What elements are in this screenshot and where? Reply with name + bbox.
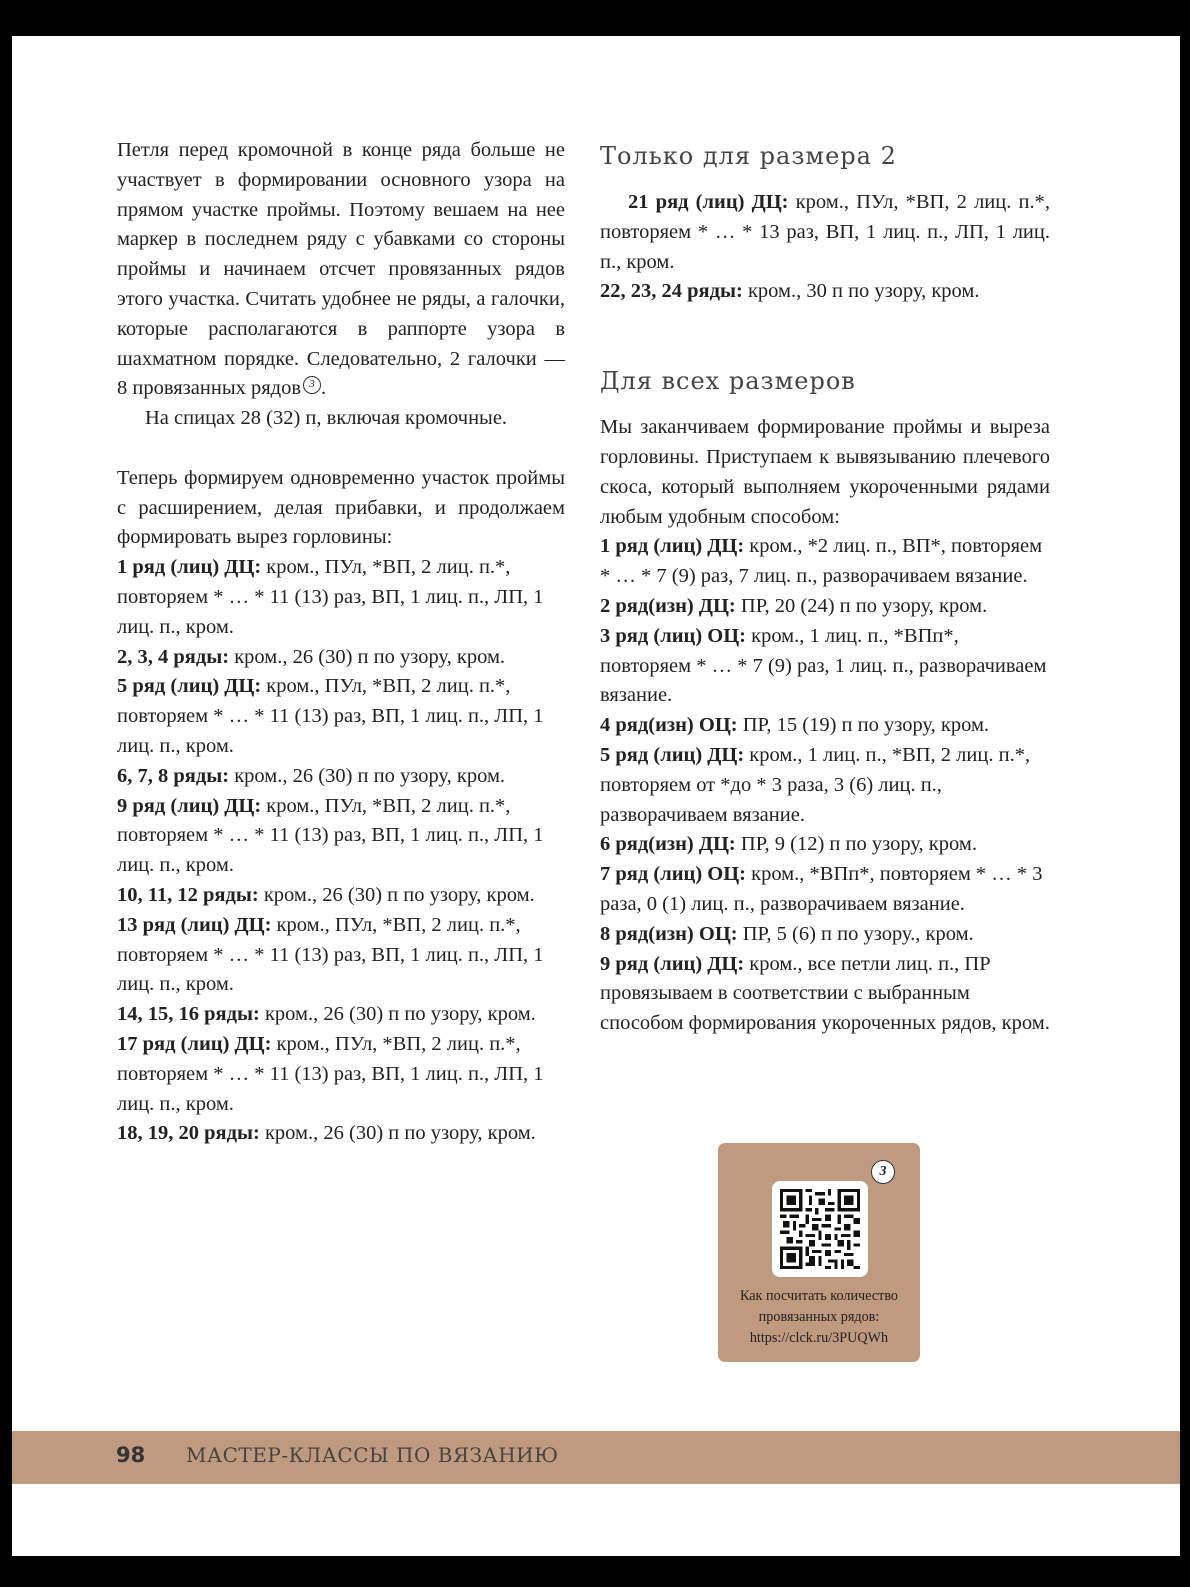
row-instruction: 4 ряд(изн) ОЦ: ПР, 15 (19) п по узору, кром.	[600, 714, 990, 737]
row-instruction: 8 ряд(изн) ОЦ: ПР, 5 (6) п по узору., кром.	[600, 922, 974, 945]
footnote-ref-badge: 3	[303, 376, 321, 394]
row-instruction: 1 ряд (лиц) ДЦ: кром., *2 лиц. п., ВП*, повторяем * … * 7 (9) раз, 7 лиц. п., разворачиваем вязание.	[600, 535, 1043, 588]
qr-caption	[724, 1286, 914, 1349]
instruction-paragraph: Теперь формируем одновременно участок проймы с расширением, делая прибавки, и продолжаем формировать вырез горловины:	[117, 466, 565, 549]
qr-code-icon[interactable]	[772, 1181, 868, 1277]
footer-band	[12, 1431, 1180, 1484]
row-instruction: 5 ряд (лиц) ДЦ: кром., ПУл, *ВП, 2 лиц. п.*, повторяем * … * 11 (13) раз, ВП, 1 лиц. п., ЛП, 1 лиц. п., кром.	[117, 675, 544, 757]
qr-link[interactable]: https://clck.ru/3PUQWh	[749, 1330, 889, 1346]
row-instruction: 14, 15, 16 ряды: кром., 26 (30) п по узору, кром.	[117, 1003, 536, 1026]
row-instruction: 9 ряд (лиц) ДЦ: кром., ПУл, *ВП, 2 лиц. п.*, повторяем * … * 11 (13) раз, ВП, 1 лиц. п., ЛП, 1 лиц. п., кром.	[117, 794, 544, 877]
qr-caption-line: провязанных рядов:	[758, 1309, 880, 1325]
instruction-paragraph: Мы заканчиваем формирование проймы и выреза горловины. Приступаем к вывязыванию плечевого скоса, который выполняем укороченными рядами любым удобным способом:	[600, 416, 1050, 528]
qr-code-card[interactable]	[718, 1143, 920, 1362]
row-instruction: 3 ряд (лиц) ОЦ: кром., 1 лиц. п., *ВПп*, повторяем * … * 7 (9) раз, 1 лиц. п., разворачиваем вязание.	[600, 624, 1047, 707]
page-number: 98	[116, 1443, 146, 1467]
row-instruction: 6, 7, 8 ряды: кром., 26 (30) п по узору, кром.	[117, 764, 506, 787]
row-instruction: 10, 11, 12 ряды: кром., 26 (30) п по узору, кром.	[117, 883, 535, 906]
left-column	[117, 136, 565, 1149]
section-title-all-sizes: Для всех размеров	[600, 367, 856, 396]
row-instruction: 6 ряд(изн) ДЦ: ПР, 9 (12) п по узору, кром.	[600, 833, 977, 856]
section-title-size-2: Только для размера 2	[600, 142, 897, 170]
row-instruction: 7 ряд (лиц) ОЦ: кром., *ВПп*, повторяем * … * 3 раза, 0 (1) лиц. п., разворачиваем вязание.	[600, 863, 1043, 915]
row-instruction: 13 ряд (лиц) ДЦ: кром., ПУл, *ВП, 2 лиц. п.*, повторяем * … * 11 (13) раз, ВП, 1 лиц. п., ЛП, 1 лиц. п., кром.	[117, 913, 544, 996]
book-page	[12, 36, 1180, 1556]
intro-paragraph: Петля перед кромочной в конце ряда больше не участвует в формировании основного узора на прямом участке проймы. Поэтому вешаем на нее маркер в последнем ряду с убавками со стороны проймы и начинаем отсчет провязанных рядов этого участка. Считать удобнее не ряды, а галочки, которые располагаются в раппорте узора в шахматном порядке. Следовательно, 2 галочки — 8 провязанных рядов 3 .	[117, 139, 565, 400]
row-instruction: 1 ряд (лиц) ДЦ: кром., ПУл, *ВП, 2 лиц. п.*, повторяем * … * 11 (13) раз, ВП, 1 лиц. п., ЛП, 1 лиц. п., кром.	[117, 556, 544, 638]
book-title: МАСТЕР-КЛАССЫ ПО ВЯЗАНИЮ	[186, 1443, 559, 1467]
row-instruction: 9 ряд (лиц) ДЦ: кром., все петли лиц. п., ПР провязываем в соответствии с выбранным способом формирования укороченных рядов, кром.	[600, 952, 1050, 1035]
stitch-count-note: На спицах 28 (32) п, включая кромочные.	[145, 407, 508, 430]
footnote-number-badge: 3	[871, 1160, 895, 1184]
row-instruction: 5 ряд (лиц) ДЦ: кром., 1 лиц. п., *ВП, 2 лиц. п.*, повторяем от *до * 3 раза, 3 (6) лиц. п., разворачиваем вязание.	[600, 743, 1031, 826]
row-instruction: 2, 3, 4 ряды: кром., 26 (30) п по узору, кром.	[117, 645, 506, 668]
qr-caption-line: Как посчитать количество	[739, 1288, 899, 1304]
row-instruction: 21 ряд (лиц) ДЦ: кром., ПУл, *ВП, 2 лиц. п.*, повторяем * … * 13 раз, ВП, 1 лиц. п., ЛП, 1 лиц. п., кром.	[600, 191, 1050, 273]
row-instruction: 22, 23, 24 ряды: кром., 30 п по узору, кром.	[600, 280, 980, 303]
row-instruction: 2 ряд(изн) ДЦ: ПР, 20 (24) п по узору, кром.	[600, 594, 988, 617]
row-instruction: 18, 19, 20 ряды: кром., 26 (30) п по узору, кром.	[117, 1122, 536, 1145]
right-column	[600, 136, 1050, 1039]
row-instruction: 17 ряд (лиц) ДЦ: кром., ПУл, *ВП, 2 лиц. п.*, повторяем * … * 11 (13) раз, ВП, 1 лиц. п., ЛП, 1 лиц. п., кром.	[117, 1032, 544, 1115]
